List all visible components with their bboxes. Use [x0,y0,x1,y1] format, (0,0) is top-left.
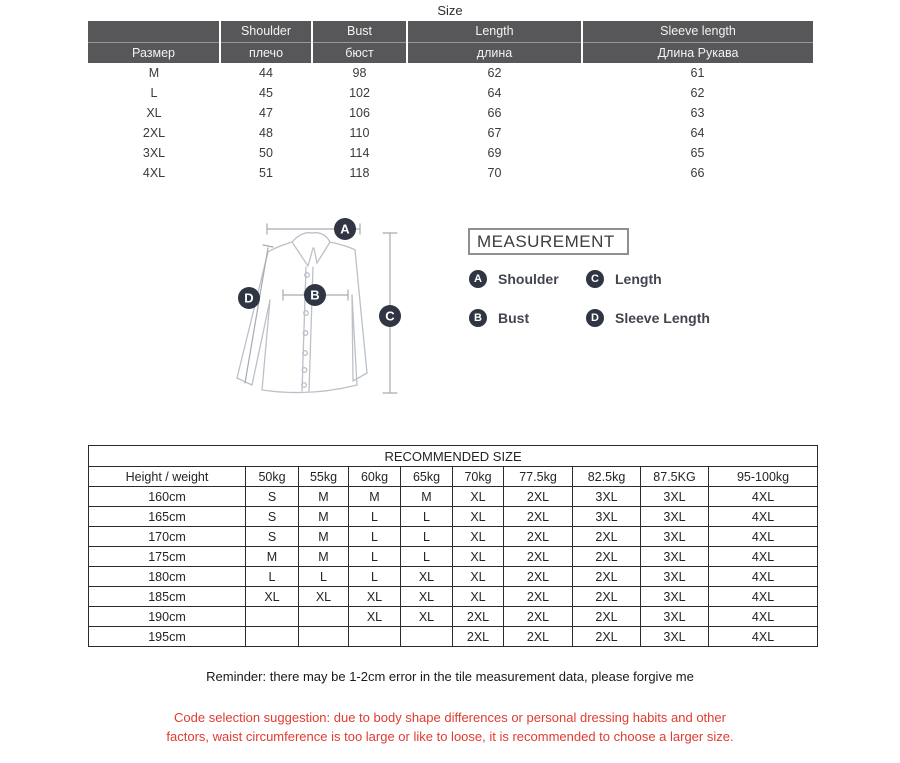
size-value-cell: 66 [690,166,705,180]
rec-size-cell: 3XL [573,487,641,507]
marker-a [334,218,356,240]
marker-d [238,287,260,309]
reminder-note: Reminder: there may be 1-2cm error in the tile measurement data, please forgive me [206,669,694,684]
rec-size-cell: XL [401,607,453,627]
rec-size-cell: M [349,487,401,507]
size-col-header: плечо [220,42,312,63]
rec-size-cell: 2XL [504,607,573,627]
size-table-row [88,163,813,183]
legend-item-length [586,270,662,288]
rec-size-cell: 3XL [641,487,709,507]
rec-table-row [89,507,818,527]
size-value-cell: 110 [349,126,370,140]
rec-col-header: 70kg [453,467,504,487]
size-value-cell: 63 [690,106,705,120]
rec-table-row [89,607,818,627]
rec-size-cell: L [349,527,401,547]
rec-size-cell: L [401,527,453,547]
size-value-cell: 66 [487,106,502,120]
rec-col-header: 77.5kg [504,467,573,487]
size-value-cell: 118 [349,166,370,180]
size-table-row [88,63,813,83]
rec-table-row [89,487,818,507]
size-value-cell: 62 [690,86,705,100]
rec-size-cell: 2XL [504,487,573,507]
size-col-header: бюст [312,42,407,63]
rec-size-cell: 4XL [709,567,818,587]
rec-col-header: 95-100kg [709,467,818,487]
rec-size-cell: L [349,507,401,527]
rec-table-row [89,627,818,647]
rec-size-cell: L [401,507,453,527]
rec-size-cell: XL [246,587,299,607]
rec-height-cell: 160cm [89,487,246,507]
rec-col-header: 65kg [401,467,453,487]
size-value-cell: 114 [349,146,370,160]
rec-height-cell: 175cm [89,547,246,567]
rec-size-cell: XL [453,547,504,567]
rec-size-cell: S [246,527,299,547]
size-value-cell: 69 [487,146,502,160]
size-name-cell: 4XL [142,166,166,180]
marker-a-badge: A [469,270,487,288]
rec-size-cell: 4XL [709,627,818,647]
rec-size-cell: 3XL [641,627,709,647]
rec-size-cell: S [246,507,299,527]
rec-col-header: 60kg [349,467,401,487]
rec-size-cell: L [401,547,453,567]
size-table-row [88,123,813,143]
size-col-header: Длина Рукава [582,42,813,63]
rec-size-cell: XL [401,587,453,607]
size-col-header: Shoulder [220,21,312,42]
rec-size-cell [299,607,349,627]
rec-size-cell: 3XL [573,507,641,527]
rec-size-cell: 2XL [504,527,573,547]
size-col-header [88,21,220,42]
rec-size-cell: 3XL [641,547,709,567]
size-col-header: Sleeve length [582,21,813,42]
size-table [88,21,813,183]
rec-size-cell: 2XL [453,627,504,647]
warning-line-1: Code selection suggestion: due to body shape differences or personal dressing habits and other [174,710,726,725]
rec-size-cell: XL [349,607,401,627]
shirt-diagram [175,203,425,433]
rec-height-cell: 195cm [89,627,246,647]
rec-col-header: 87.5KG [641,467,709,487]
size-col-header: длина [407,42,582,63]
rec-size-cell: XL [453,487,504,507]
size-table-row [88,83,813,103]
measurement-title: MEASUREMENT [477,232,615,251]
marker-d-badge: D [586,309,604,327]
rec-size-cell: M [401,487,453,507]
size-table-header-en [88,21,813,42]
rec-size-cell: 3XL [641,607,709,627]
rec-col-header: Height / weight [89,467,246,487]
rec-size-cell: 3XL [641,567,709,587]
rec-size-cell: XL [299,587,349,607]
rec-size-cell: 2XL [573,627,641,647]
rec-height-cell: 185cm [89,587,246,607]
rec-table-row [89,547,818,567]
rec-size-cell [246,627,299,647]
rec-size-cell: L [299,567,349,587]
recommended-table-title-row [89,446,818,467]
size-value-cell: 50 [259,146,273,160]
marker-c-badge: C [586,270,604,288]
rec-height-cell: 180cm [89,567,246,587]
size-name-cell: XL [146,106,162,120]
legend-label: Bust [498,310,530,326]
rec-size-cell: L [349,567,401,587]
rec-size-cell: M [299,547,349,567]
rec-size-cell: 2XL [504,567,573,587]
rec-size-cell: S [246,487,299,507]
size-value-cell: 51 [259,166,273,180]
rec-col-header: 82.5kg [573,467,641,487]
size-value-cell: 45 [259,86,273,100]
warning-line-2: factors, waist circumference is too large or like to loose, it is recommended to choose a larger size. [166,729,734,744]
rec-table-row [89,587,818,607]
size-table-row [88,143,813,163]
rec-size-cell: 4XL [709,507,818,527]
rec-table-row [89,567,818,587]
rec-size-cell: M [299,527,349,547]
size-value-cell: 64 [690,126,705,140]
rec-size-cell: 4XL [709,607,818,627]
legend-item-sleeve-length [586,309,710,327]
rec-size-cell [401,627,453,647]
rec-size-cell: XL [453,567,504,587]
size-table-header-ru [88,42,813,63]
rec-size-cell: 2XL [573,587,641,607]
rec-size-cell: M [299,507,349,527]
size-value-cell: 64 [487,86,502,100]
size-value-cell: 44 [259,66,273,80]
rec-height-cell: 165cm [89,507,246,527]
size-col-header: Размер [88,42,220,63]
size-name-cell: L [150,86,158,100]
rec-size-cell [349,627,401,647]
rec-size-cell: 2XL [573,547,641,567]
size-col-header: Length [407,21,582,42]
size-col-header: Bust [312,21,407,42]
svg-text:A: A [340,221,350,237]
rec-size-cell: 4XL [709,587,818,607]
rec-size-cell: XL [453,527,504,547]
rec-size-cell: M [299,487,349,507]
size-value-cell: 47 [259,106,273,120]
rec-size-cell: 3XL [641,587,709,607]
size-name-cell: M [148,66,160,80]
size-name-cell: 3XL [142,146,166,160]
rec-size-cell: 2XL [504,507,573,527]
marker-b-badge: B [469,309,487,327]
size-value-cell: 102 [349,86,370,100]
size-value-cell: 61 [690,66,705,80]
size-value-cell: 65 [690,146,705,160]
rec-size-cell: 2XL [504,627,573,647]
size-table-row [88,103,813,123]
rec-size-cell: 2XL [573,527,641,547]
svg-text:B: B [310,287,320,303]
rec-size-cell: 3XL [641,507,709,527]
legend-item-bust [469,309,529,327]
rec-size-cell: 2XL [573,567,641,587]
rec-size-cell: 2XL [453,607,504,627]
rec-size-cell: 4XL [709,527,818,547]
warning-note [0,708,900,746]
rec-size-cell: XL [453,587,504,607]
rec-height-cell: 170cm [89,527,246,547]
rec-size-cell: 4XL [709,547,818,567]
rec-col-header: 50kg [246,467,299,487]
recommended-size-table [88,445,818,647]
size-value-cell: 106 [349,106,370,120]
size-value-cell: 48 [259,126,273,140]
rec-table-row [89,527,818,547]
rec-size-cell: XL [453,507,504,527]
rec-size-cell [299,627,349,647]
svg-text:D: D [244,290,254,306]
rec-size-cell: M [246,547,299,567]
rec-size-cell: XL [349,587,401,607]
rec-height-cell: 190cm [89,607,246,627]
marker-b [304,284,326,306]
legend-label: Sleeve Length [615,310,710,326]
page-title: Size [437,3,463,18]
size-name-cell: 2XL [142,126,166,140]
svg-text:C: C [385,308,395,324]
rec-size-cell: L [246,567,299,587]
rec-size-cell: XL [401,567,453,587]
rec-size-cell: 2XL [504,587,573,607]
rec-size-cell: 2XL [504,547,573,567]
rec-col-header: 55kg [299,467,349,487]
size-value-cell: 62 [487,66,502,80]
rec-size-cell: L [349,547,401,567]
measurement-title-box [468,228,629,255]
rec-size-cell: 3XL [641,527,709,547]
marker-c [379,305,401,327]
legend-label: Shoulder [498,271,559,287]
rec-size-cell [246,607,299,627]
recommended-table-title: RECOMMENDED SIZE [89,446,818,467]
size-value-cell: 70 [487,166,502,180]
rec-size-cell: 2XL [573,607,641,627]
legend-item-shoulder [469,270,559,288]
legend-label: Length [615,271,662,287]
size-value-cell: 98 [352,66,367,80]
size-value-cell: 67 [487,126,502,140]
recommended-table-header [89,467,818,487]
rec-size-cell: 4XL [709,487,818,507]
